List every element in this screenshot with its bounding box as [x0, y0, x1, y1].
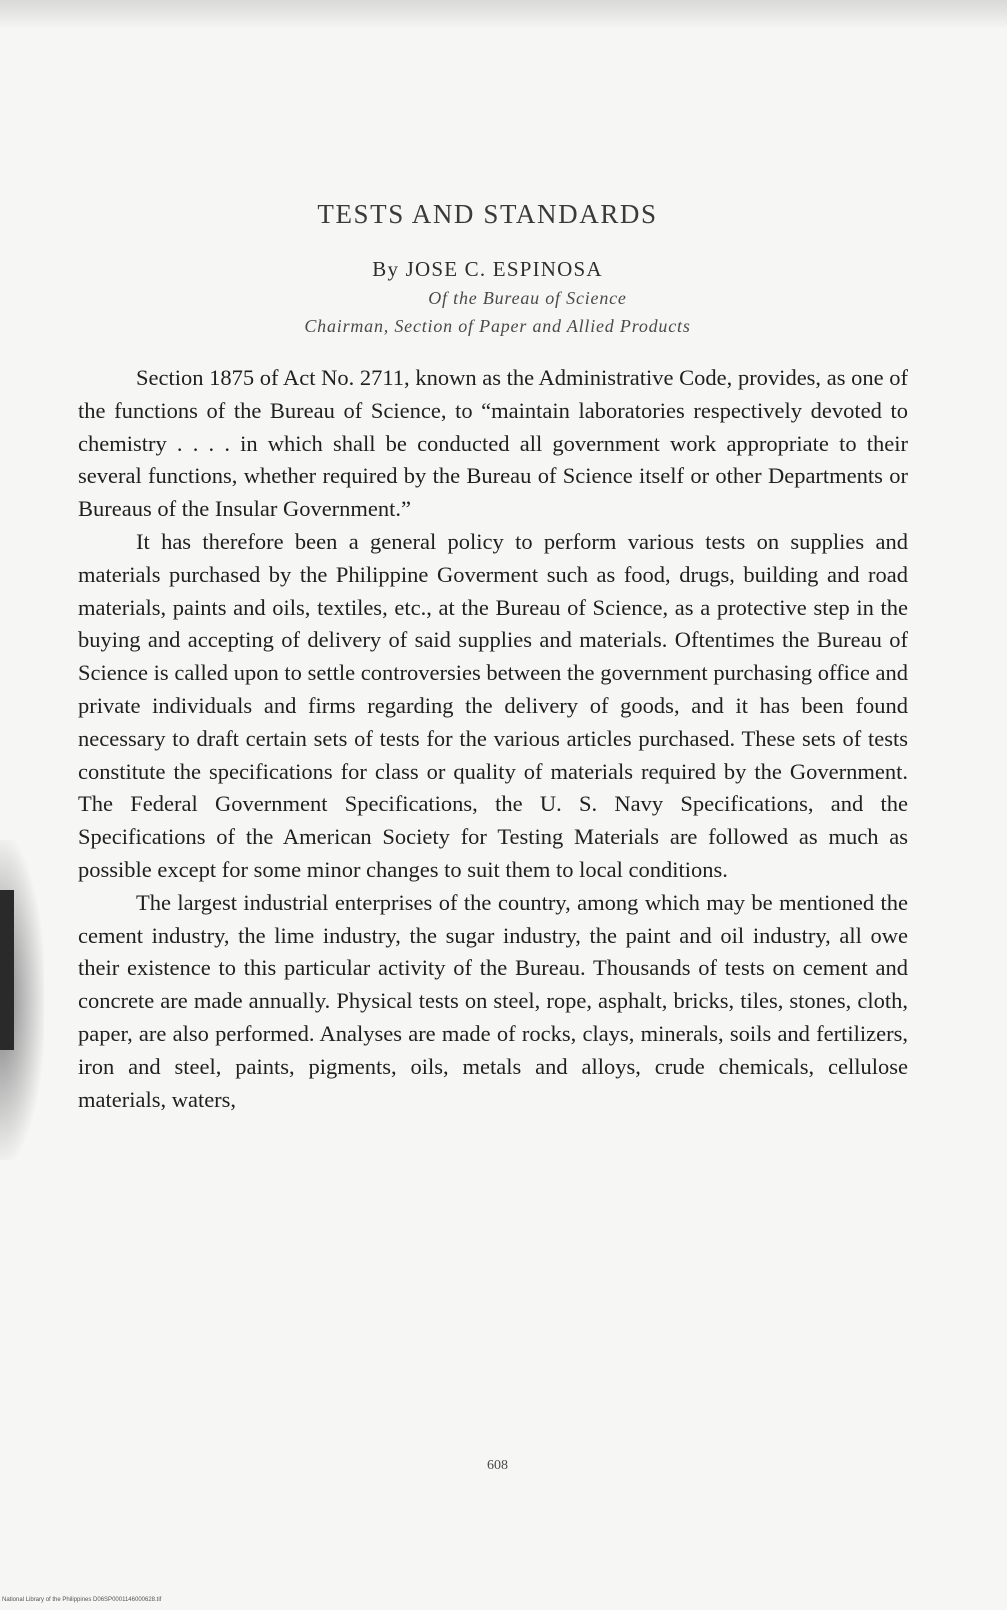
paragraph-1: Section 1875 of Act No. 2711, known as the Administrative Code, provides, as one of the functions of the Bureau of Science, to “maintain laboratories respectively devoted to chemistry . . . . in which shall be conducted all government work appropriate to their several functions, whether required by the Bureau of Science itself or other Departments or Bureaus of the Insular Government.”	[78, 365, 908, 522]
page-number: 608	[487, 1458, 508, 1473]
author-affiliation: Of the Bureau of Science	[428, 288, 627, 308]
scan-top-shade	[0, 0, 1007, 30]
scan-footer-caption: National Library of the Philippines D06SP0001146000628.tif	[2, 1597, 162, 1603]
author-byline: By JOSE C. ESPINOSA	[372, 257, 603, 281]
paragraph-3: The largest industrial enterprises of the country, among which may be mentioned the cement industry, the lime industry, the sugar industry, the paint and oil industry, all owe their existence to this particular activity of the Bureau. Thousands of tests on cement and concrete are made annually. Physical tests on steel, rope, asphalt, bricks, tiles, stones, cloth, paper, are also performed. Analyses are made of rocks, clays, minerals, soils and fertilizers, iron and steel, paints, pigments, oils, metals and alloys, crude chemicals, cellulose materials, waters,	[78, 889, 908, 1112]
article-body	[78, 362, 908, 1116]
binding-edge	[0, 890, 14, 1050]
article-title: TESTS AND STANDARDS	[317, 199, 658, 229]
author-role: Chairman, Section of Paper and Allied Products	[304, 316, 691, 336]
paragraph-2: It has therefore been a general policy to perform various tests on supplies and materials purchased by the Philippine Goverment such as food, drugs, building and road materials, paints and oils, textiles, etc., at the Bureau of Science, as a protective step in the buying and accepting of delivery of said supplies and materials. Oftentimes the Bureau of Science is called upon to settle controversies between the government purchasing office and private individuals and firms regarding the delivery of goods, and it has been found necessary to draft certain sets of tests for the various articles purchased. These sets of tests constitute the specifications for class or quality of materials required by the Government. The Federal Government Specifications, the U. S. Navy Specifications, and the Specifications of the American Society for Testing Materials are followed as much as possible except for some minor changes to suit them to local conditions.	[78, 528, 908, 882]
